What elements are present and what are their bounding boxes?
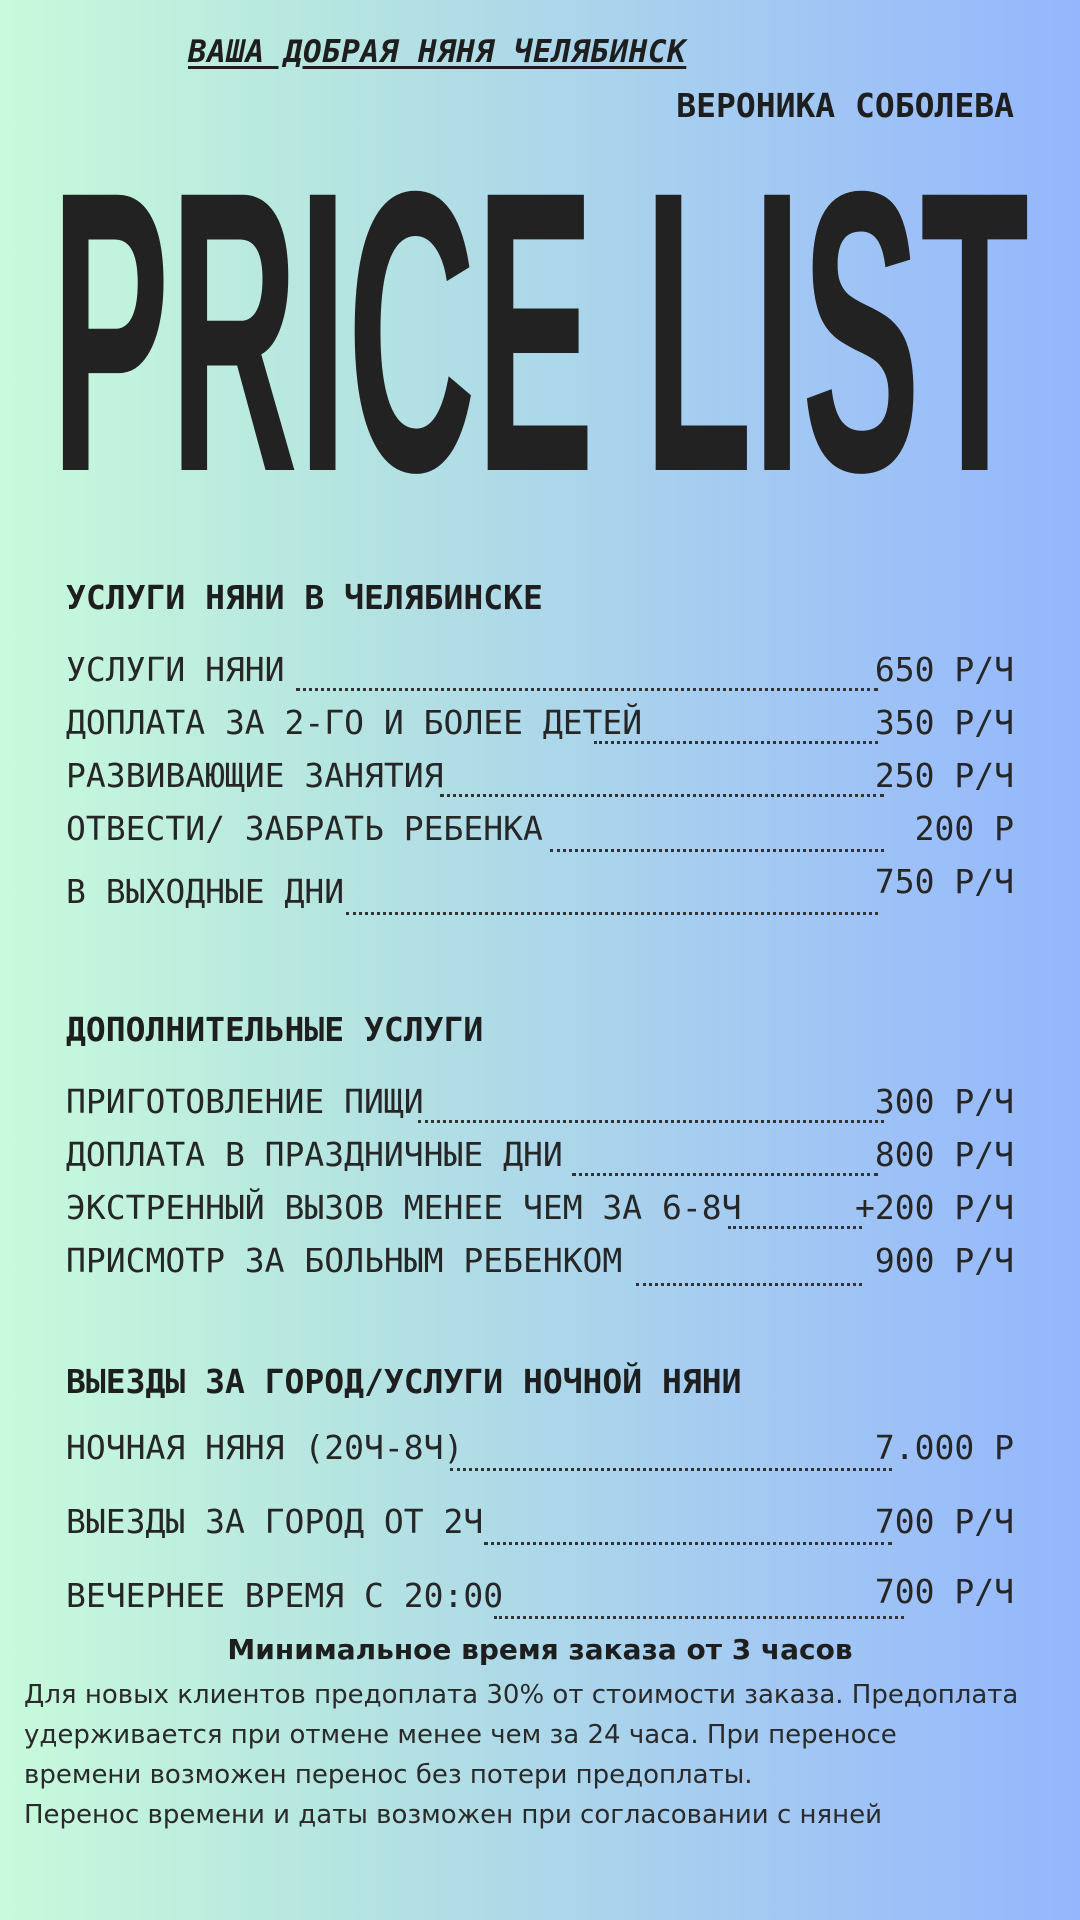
section-heading-trips-night-nanny: ВЫЕЗДЫ ЗА ГОРОД/УСЛУГИ НОЧНОЙ НЯНИ xyxy=(66,1362,742,1401)
dotted-leader xyxy=(494,1616,904,1619)
price-row xyxy=(66,1188,1014,1232)
dotted-leader xyxy=(636,1283,862,1286)
section-heading-additional-services: ДОПОЛНИТЕЛЬНЫЕ УСЛУГИ xyxy=(66,1010,484,1049)
price-row xyxy=(66,650,1014,694)
service-label: В ВЫХОДНЫЕ ДНИ xyxy=(66,872,345,911)
service-price: 800 Р/Ч xyxy=(874,1135,1014,1174)
service-price: +200 Р/Ч xyxy=(855,1188,1014,1227)
service-label: НОЧНАЯ НЯНЯ (20Ч-8Ч) xyxy=(66,1428,464,1467)
service-price: 700 Р/Ч xyxy=(874,1572,1014,1611)
service-label: ДОПЛАТА ЗА 2-ГО И БОЛЕЕ ДЕТЕЙ xyxy=(66,703,643,742)
terms-line: удерживается при отмене менее чем за 24 часа. При переносе xyxy=(24,1720,897,1750)
service-label: ПРИГОТОВЛЕНИЕ ПИЩИ xyxy=(66,1082,424,1121)
price-row xyxy=(66,809,1014,853)
terms-note xyxy=(24,1675,1064,1835)
brand-name: ВАША ДОБРАЯ НЯНЯ ЧЕЛЯБИНСК xyxy=(188,34,687,70)
dotted-leader xyxy=(594,741,878,744)
dotted-leader xyxy=(484,1542,892,1545)
price-row xyxy=(66,1572,1014,1620)
dotted-leader xyxy=(572,1173,878,1176)
service-label: РАЗВИВАЮЩИЕ ЗАНЯТИЯ xyxy=(66,756,444,795)
terms-line: времени возможен перенос без потери предоплаты. xyxy=(24,1760,753,1790)
price-row xyxy=(66,1135,1014,1179)
service-price: 900 Р/Ч xyxy=(874,1241,1014,1280)
service-price: 700 Р/Ч xyxy=(874,1502,1014,1541)
page-title xyxy=(0,150,1080,490)
dotted-leader xyxy=(418,1120,884,1123)
terms-line: Перенос времени и даты возможен при согласовании с няней xyxy=(24,1800,883,1830)
service-label: УСЛУГИ НЯНИ xyxy=(66,650,285,689)
dotted-leader xyxy=(450,1468,892,1471)
price-row xyxy=(66,1428,1014,1472)
dotted-leader xyxy=(346,912,878,915)
service-price: 250 Р/Ч xyxy=(874,756,1014,795)
service-label: ЭКСТРЕННЫЙ ВЫЗОВ МЕНЕЕ ЧЕМ ЗА 6-8Ч xyxy=(66,1188,742,1227)
service-price: 200 Р xyxy=(914,809,1014,848)
page-title-text: PRICE LIST xyxy=(51,150,1029,490)
service-label: ВЫЕЗДЫ ЗА ГОРОД ОТ 2Ч xyxy=(66,1502,484,1541)
author-name: ВЕРОНИКА СОБОЛЕВА xyxy=(676,86,1014,125)
price-row xyxy=(66,1502,1014,1546)
price-row xyxy=(66,1241,1014,1285)
service-price: 650 Р/Ч xyxy=(874,650,1014,689)
dotted-leader xyxy=(440,794,884,797)
minimum-order-time: Минимальное время заказа от 3 часов xyxy=(227,1633,853,1666)
price-row xyxy=(66,703,1014,747)
service-price: 300 Р/Ч xyxy=(874,1082,1014,1121)
service-label: ПРИСМОТР ЗА БОЛЬНЫМ РЕБЕНКОМ xyxy=(66,1241,623,1280)
service-label: ВЕЧЕРНЕЕ ВРЕМЯ С 20:00 xyxy=(66,1576,504,1615)
price-row xyxy=(66,862,1014,916)
service-label: ДОПЛАТА В ПРАЗДНИЧНЫЕ ДНИ xyxy=(66,1135,563,1174)
price-row xyxy=(66,1082,1014,1126)
dotted-leader xyxy=(296,688,878,691)
service-price: 750 Р/Ч xyxy=(874,862,1014,901)
dotted-leader xyxy=(550,849,884,852)
service-label: ОТВЕСТИ/ ЗАБРАТЬ РЕБЕНКА xyxy=(66,809,543,848)
service-price: 7.000 Р xyxy=(874,1428,1014,1467)
terms-line: Для новых клиентов предоплата 30% от стоимости заказа. Предоплата xyxy=(24,1680,1019,1710)
service-price: 350 Р/Ч xyxy=(874,703,1014,742)
section-heading-nanny-services: УСЛУГИ НЯНИ В ЧЕЛЯБИНСКЕ xyxy=(66,578,543,617)
price-row xyxy=(66,756,1014,800)
dotted-leader xyxy=(728,1226,862,1229)
